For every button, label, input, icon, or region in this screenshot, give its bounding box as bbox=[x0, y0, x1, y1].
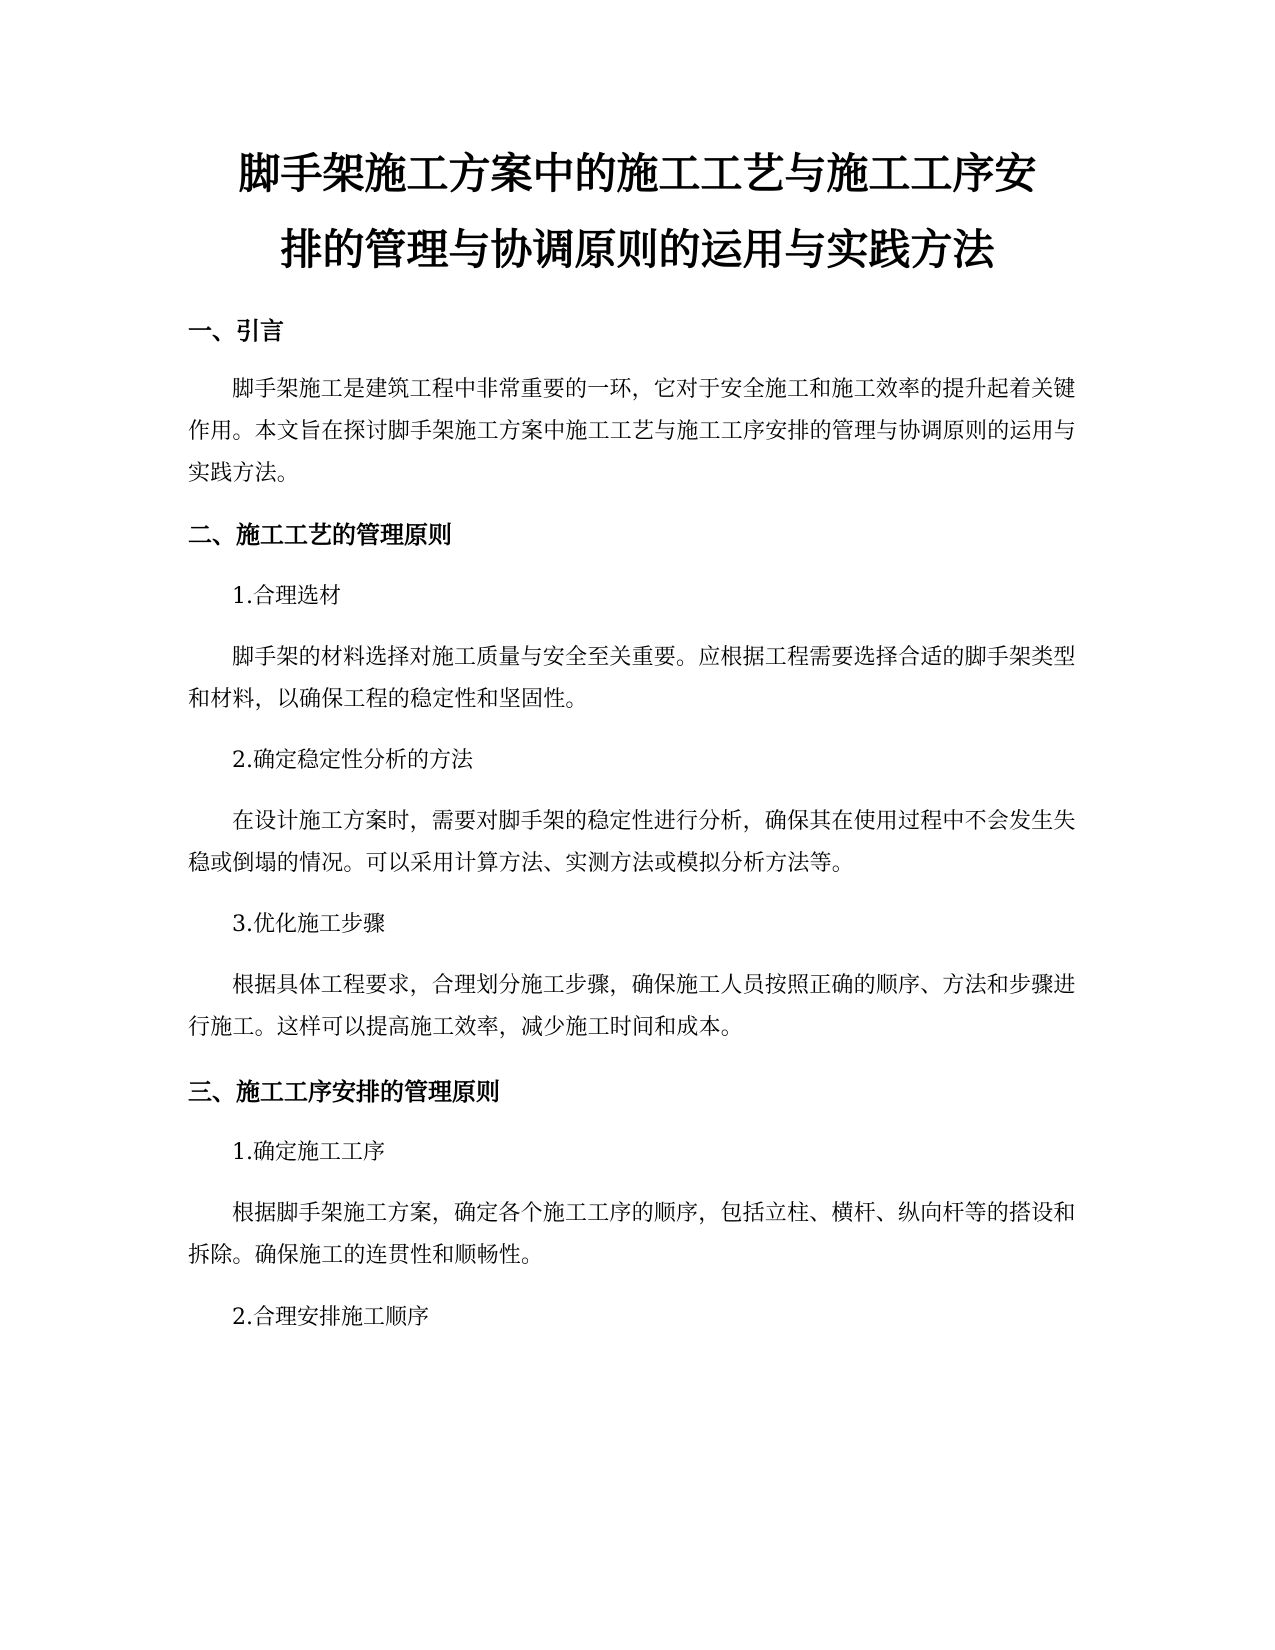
subheading-optimize-steps: 3.优化施工步骤 bbox=[232, 912, 385, 937]
paragraph-determine-sequence: 根据脚手架施工方案，确定各个施工工序的顺序，包括立柱、横杆、纵向杆等的搭设和拆除。确保施工的连贯性和顺畅性。 bbox=[188, 1201, 1076, 1268]
subheading-arrange-order: 2.合理安排施工顺序 bbox=[232, 1305, 429, 1330]
subheading-material-selection: 1.合理选材 bbox=[232, 584, 341, 609]
document-title-line-1: 脚手架施工方案中的施工工艺与施工工序安 bbox=[238, 149, 1037, 198]
section-heading-process-principles: 二、施工工艺的管理原则 bbox=[188, 521, 452, 549]
subheading-determine-sequence: 1.确定施工工序 bbox=[232, 1140, 385, 1165]
intro-paragraph: 脚手架施工是建筑工程中非常重要的一环，它对于安全施工和施工效率的提升起着关键作用。本文旨在探讨脚手架施工方案中施工工艺与施工工序安排的管理与协调原则的运用与实践方法。 bbox=[188, 377, 1077, 486]
paragraph-stability-analysis: 在设计施工方案时，需要对脚手架的稳定性进行分析，确保其在使用过程中不会发生失稳或倒塌的情况。可以采用计算方法、实测方法或模拟分析方法等。 bbox=[188, 809, 1076, 876]
subheading-stability-analysis: 2.确定稳定性分析的方法 bbox=[232, 748, 473, 773]
paragraph-material-selection: 脚手架的材料选择对施工质量与安全至关重要。应根据工程需要选择合适的脚手架类型和材料，以确保工程的稳定性和坚固性。 bbox=[188, 645, 1076, 712]
paragraph-optimize-steps: 根据具体工程要求，合理划分施工步骤，确保施工人员按照正确的顺序、方法和步骤进行施工。这样可以提高施工效率，减少施工时间和成本。 bbox=[188, 973, 1076, 1040]
section-heading-intro: 一、引言 bbox=[188, 317, 284, 345]
document-title-line-2: 排的管理与协调原则的运用与实践方法 bbox=[280, 225, 995, 274]
section-heading-sequence-principles: 三、施工工序安排的管理原则 bbox=[188, 1078, 500, 1106]
